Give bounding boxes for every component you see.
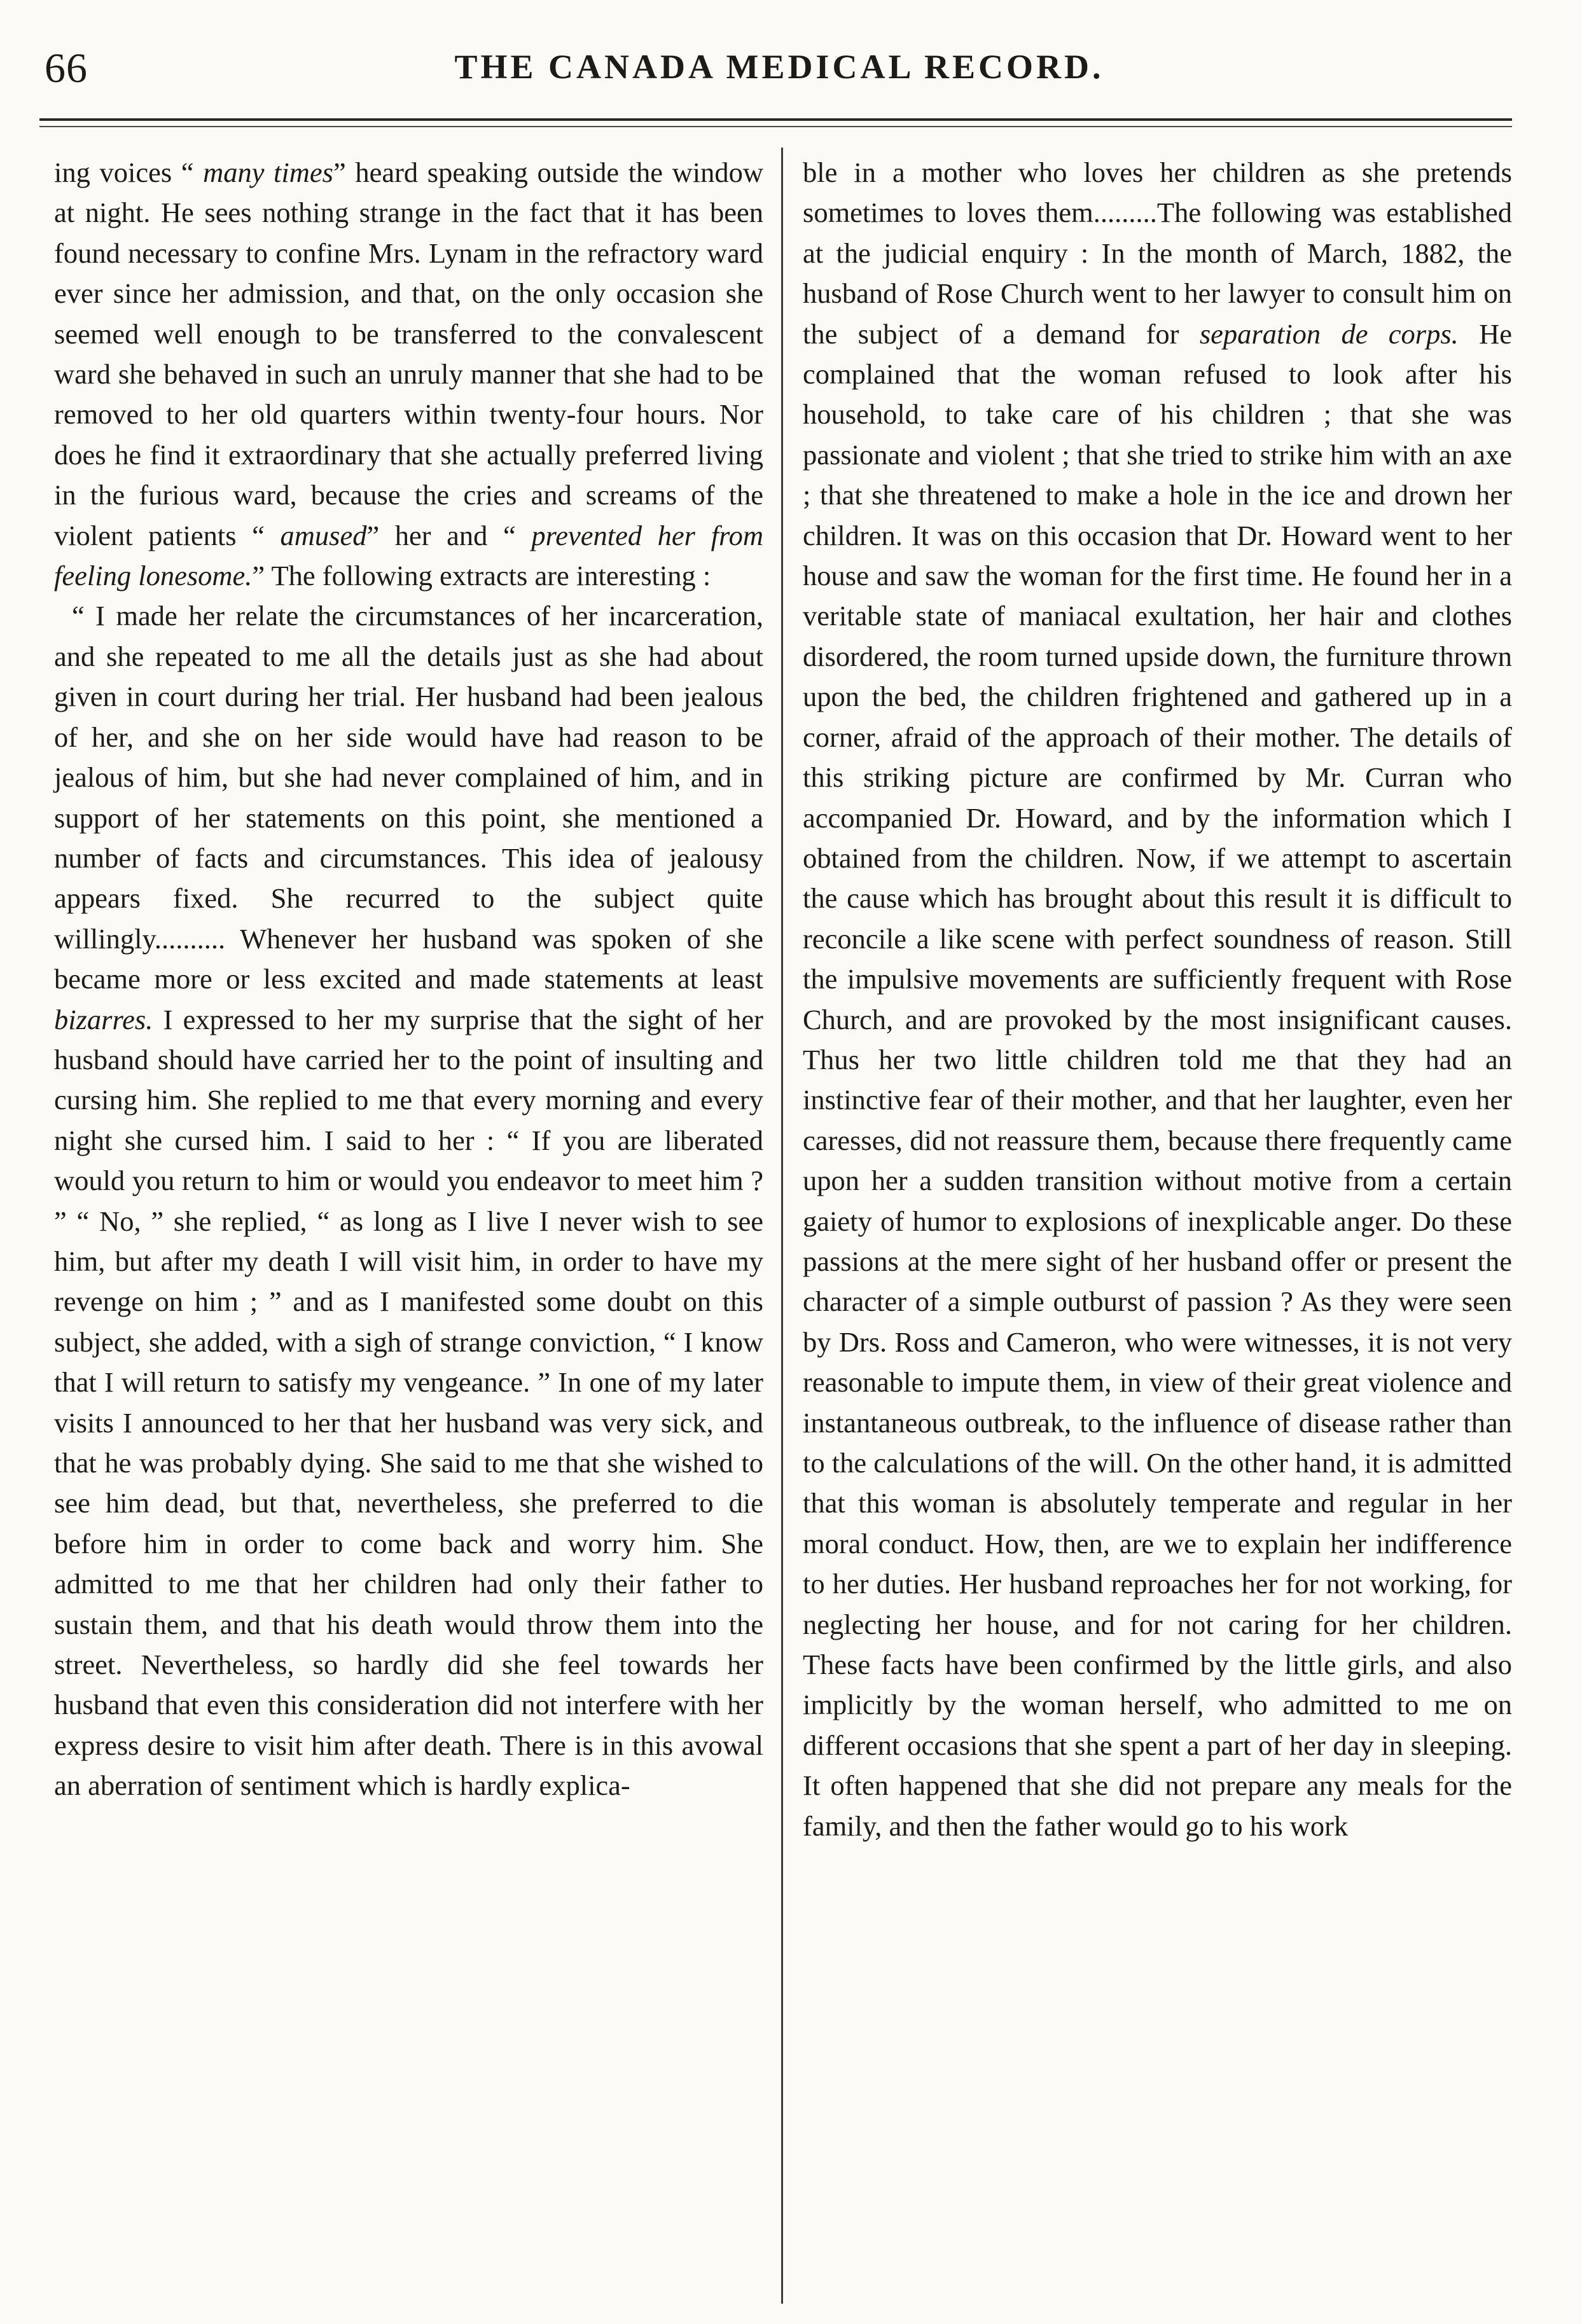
page-number: 66: [45, 45, 88, 92]
header-rule-thin: [39, 126, 1512, 127]
left-column: [54, 153, 763, 2296]
page-header: [38, 45, 1520, 114]
right-paragraph-1: ble in a mother who loves her children as she pretends sometimes to loves them.........The following was established at the judicial enquiry : In the month of March, 1882, the husband of Rose Church went to her lawyer to consult him on the subject of a demand for separation de corps. He complained that the woman refused to look after his household, to take care of his children ; that she was passionate and violent ; that she tried to strike him with an axe ; that she threatened to make a hole in the ice and drown her children. It was on this occasion that Dr. Howard went to her house and saw the woman for the first time. He found her in a veritable state of maniacal exultation, her hair and clothes disordered, the room turned upside down, the furniture thrown upon the bed, the children frightened and gathered up in a corner, afraid of the approach of their mother. The details of this striking picture are confirmed by Mr. Curran who accompanied Dr. Howard, and by the information which I obtained from the children. Now, if we attempt to ascertain the cause which has brought about this result it is difficult to reconcile a like scene with perfect soundness of reason. Still the impulsive movements are sufficiently frequent with Rose Church, and are provoked by the most insignificant causes. Thus her two little children told me that they had an instinctive fear of their mother, and that her laughter, even her caresses, did not reassure them, because there frequently came upon her a sudden transition without motive from a certain gaiety of humor to explosions of inexplicable anger. Do these passions at the mere sight of her husband offer or present the character of a simple outburst of passion ? As they were seen by Drs. Ross and Cameron, who were witnesses, it is not very reasonable to impute them, in view of their great violence and instantaneous outbreak, to the influence of disease rather than to the calculations of the will. On the other hand, it is admitted that this woman is absolutely temperate and regular in her moral conduct. How, then, are we to explain her indifference to her duties. Her husband reproaches her for not working, for neglecting her house, and for not caring for her children. These facts have been confirmed by the little girls, and also implicitly by the woman herself, who admitted to me on different occasions that she spent a part of her day in sleeping. It often happened that she did not prepare any meals for the family, and then the father would go to his work: [803, 156, 1512, 1842]
journal-title: THE CANADA MEDICAL RECORD.: [454, 48, 1104, 86]
left-paragraph-1: ing voices “ many times” heard speaking outside the window at night. He sees nothing strange in the fact that it has been found necessary to confine Mrs. Lynam in the refractory ward ever since her admission, and that, on the only occasion she seemed well enough to be transferred to the convalescent ward she behaved in such an unruly manner that she had to be removed to her old quarters within twenty-four hours. Nor does he find it extraordinary that she actually preferred living in the furious ward, because the cries and screams of the violent patients “ amused” her and “ prevented her from feeling lonesome.” The following extracts are interesting :: [54, 156, 763, 592]
left-paragraph-2: “ I made her relate the circumstances of her incarceration, and she repeated to me all the details just as she had about given in court during her trial. Her husband had been jealous of her, and she on her side would have had reason to be jealous of him, but she had never complained of him, and in support of her statements on this point, she mentioned a number of facts and circumstances. This idea of jealousy appears fixed. She recurred to the subject quite willingly.......... Whenever her husband was spoken of she became more or less excited and made statements at least bizarres. I expressed to her my surprise that the sight of her husband should have carried her to the point of insulting and cursing him. She replied to me that every morning and every night she cursed him. I said to her : “ If you are liberated would you return to him or would you endeavor to meet him ? ” “ No, ” she replied, “ as long as I live I never wish to see him, but after my death I will visit him, in order to have my revenge on him ; ” and as I manifested some doubt on this subject, she added, with a sigh of strange conviction, “ I know that I will return to satisfy my vengeance. ” In one of my later visits I announced to her that her husband was very sick, and that he was probably dying. She said to me that she wished to see him dead, but that, nevertheless, she preferred to die before him in order to come back and worry him. She admitted to me that her children had only their father to sustain them, and that his death would throw them into the street. Nevertheless, so hardly did she feel towards her husband that even this consideration did not interfere with her express desire to visit him after death. There is in this avowal an aberration of sentiment which is hardly explica-: [54, 600, 763, 1802]
column-divider: [781, 148, 783, 2304]
right-column: [803, 153, 1512, 2296]
header-rule: [39, 118, 1512, 121]
